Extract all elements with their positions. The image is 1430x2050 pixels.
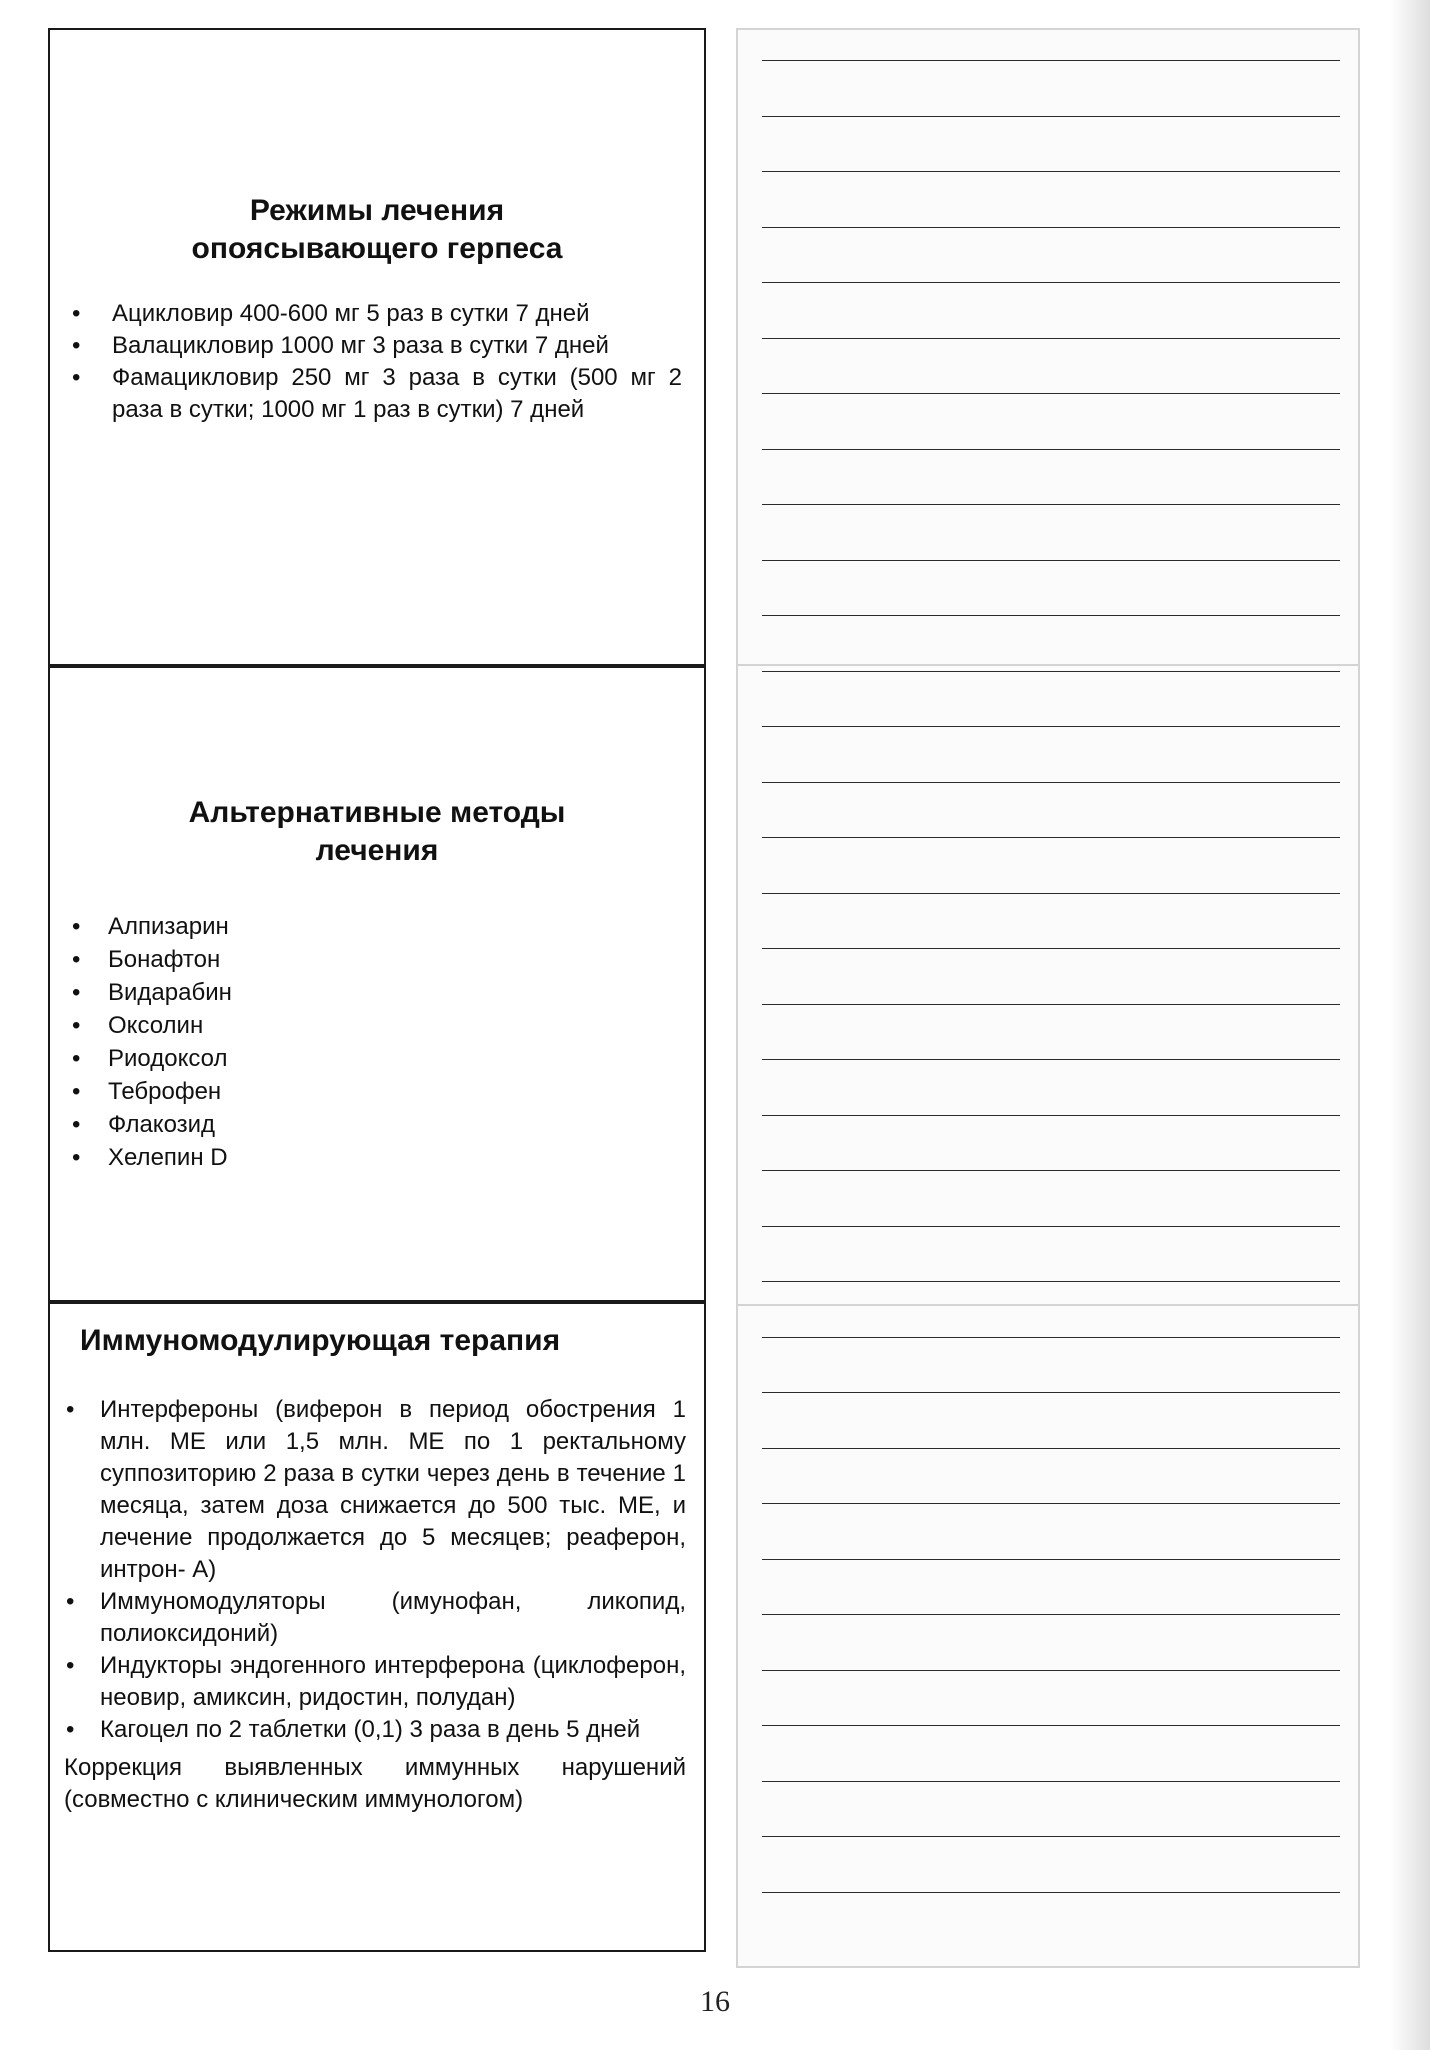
list-item: • Фамацикловир 250 мг 3 раза в сутки (500 мг 2 раза в сутки; 1000 мг 1 раз в сутки) 7 дней <box>50 362 704 426</box>
list-item: • Теброфен <box>50 1075 704 1108</box>
ruled-line <box>762 282 1340 283</box>
herpes-zoster-title <box>50 192 704 268</box>
ruled-line <box>762 1281 1340 1282</box>
list-item: • Флакозид <box>50 1108 704 1141</box>
immunomodulating-title: Иммуномодулирующая терапия <box>80 1324 561 1357</box>
list-item: • Ацикловир 400-600 мг 5 раз в сутки 7 дней <box>50 298 704 330</box>
ruled-line <box>762 1781 1340 1782</box>
notes-ruled-lines <box>762 40 1340 1940</box>
immunomodulating-therapy-box <box>48 1302 706 1952</box>
ruled-line <box>762 1614 1340 1615</box>
list-item: • Алпизарин <box>50 910 704 943</box>
ruled-line <box>762 1115 1340 1116</box>
list-item: • Иммуномодуляторы (имунофан, ликопид, полиоксидоний) <box>50 1586 704 1650</box>
list-item: • Валацикловир 1000 мг 3 раза в сутки 7 дней <box>50 330 704 362</box>
ruled-line <box>762 60 1340 61</box>
list-item: • Риодоксол <box>50 1042 704 1075</box>
list-item: • Хелепин D <box>50 1141 704 1174</box>
alternative-methods-list <box>50 910 704 1174</box>
ruled-line <box>762 338 1340 339</box>
ruled-line <box>762 1392 1340 1393</box>
immunomodulating-list <box>50 1394 704 1746</box>
ruled-line <box>762 948 1340 949</box>
list-item: • Оксолин <box>50 1009 704 1042</box>
ruled-line <box>762 1448 1340 1449</box>
list-item: • Бонафтон <box>50 943 704 976</box>
ruled-line <box>762 671 1340 672</box>
ruled-line <box>762 1004 1340 1005</box>
ruled-line <box>762 1170 1340 1171</box>
page-number: 16 <box>700 1985 730 2018</box>
alternative-methods-title <box>50 794 704 870</box>
ruled-line <box>762 837 1340 838</box>
ruled-line <box>762 227 1340 228</box>
ruled-line <box>762 1337 1340 1338</box>
list-item: • Интерфероны (виферон в период обострения 1 млн. МЕ или 1,5 млн. МЕ по 1 ректальному суппозиторию 2 раза в сутки через день в течение 1 месяца, затем доза снижается до 500 тыс. МЕ, и лечение продолжается до 5 месяцев; реаферон, интрон- А) <box>50 1394 704 1586</box>
ruled-line <box>762 116 1340 117</box>
herpes-zoster-treatment-box <box>48 28 706 666</box>
ruled-line <box>762 1725 1340 1726</box>
title-line: лечения <box>315 834 439 867</box>
ruled-line <box>762 1059 1340 1060</box>
title-line: Режимы лечения <box>249 194 505 227</box>
alternative-methods-box <box>48 666 706 1302</box>
herpes-zoster-list <box>50 298 704 426</box>
ruled-line <box>762 393 1340 394</box>
ruled-line <box>762 1670 1340 1671</box>
ruled-line <box>762 893 1340 894</box>
ruled-line <box>762 449 1340 450</box>
list-item: • Видарабин <box>50 976 704 1009</box>
list-item: • Кагоцел по 2 таблетки (0,1) 3 раза в день 5 дней <box>50 1714 704 1746</box>
ruled-line <box>762 504 1340 505</box>
immunomodulating-note: Коррекция выявленных иммунных нарушений (совместно с клиническим иммунологом) <box>64 1754 686 1813</box>
ruled-line <box>762 782 1340 783</box>
ruled-line <box>762 1226 1340 1227</box>
ruled-line <box>762 560 1340 561</box>
ruled-line <box>762 615 1340 616</box>
ruled-line <box>762 1503 1340 1504</box>
page-edge-shadow <box>1390 0 1430 2050</box>
ruled-line <box>762 726 1340 727</box>
ruled-line <box>762 1559 1340 1560</box>
title-line: опоясывающего герпеса <box>191 232 563 265</box>
ruled-line <box>762 1892 1340 1893</box>
title-line: Альтернативные методы <box>188 796 566 829</box>
ruled-line <box>762 171 1340 172</box>
list-item: • Индукторы эндогенного интерферона (циклоферон, неовир, амиксин, ридостин, полудан) <box>50 1650 704 1714</box>
ruled-line <box>762 1836 1340 1837</box>
